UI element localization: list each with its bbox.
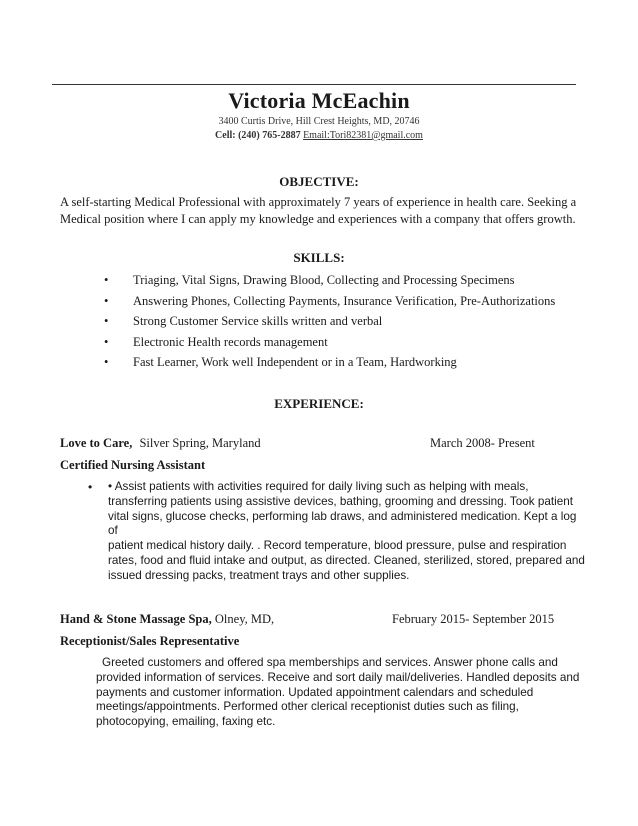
skills-list [104,270,555,373]
skill-text: Electronic Health records management [133,334,328,349]
job-2-employer-line [60,612,274,627]
skill-text: Answering Phones, Collecting Payments, Insurance Verification, Pre-Authorizations [133,293,556,308]
candidate-name: Victoria McEachin [228,88,410,113]
skills-heading: SKILLS: [293,250,345,265]
description-line: payments and customer information. Updated appointment calendars and scheduled [96,685,534,699]
contact-line [0,130,638,141]
list-item [104,270,555,291]
bullet: • [104,314,109,328]
description-line: Greeted customers and offered spa memberships and services. Answer phone calls and [102,656,558,669]
list-item [104,332,555,353]
description-line: • Assist patients with activities required for daily living such as helping with meals, [108,480,529,493]
skill-text: Triaging, Vital Signs, Drawing Blood, Collecting and Processing Specimens [133,273,515,287]
bullet: • [104,334,109,349]
description-line: photocopying, emailing, faxing etc. [96,715,276,729]
job-1-title: Certified Nursing Assistant [60,458,206,472]
list-item [104,311,555,332]
job-2-dates: February 2015- September 2015 [392,612,555,626]
list-item [104,291,555,312]
job-2-employer: Hand & Stone Massage Spa, [60,612,212,626]
bullet: • [104,355,109,369]
job-1-description [108,480,588,584]
job-2-description [96,656,586,730]
email-link[interactable]: Email:Tori82381@gmail.com [303,130,423,141]
header-rule [52,84,576,85]
list-item [104,352,555,373]
description-line: transferring patients using assistive devices, bathing, grooming and dressing. Took patient [108,494,573,508]
description-line: meetings/appointments. Performed other clerical receptionist duties such as filing, [96,700,519,714]
job-1-dates: March 2008- Present [430,436,535,450]
description-line: issued dressing packs, treatment trays and other supplies. [108,568,410,582]
description-line: rates, food and fluid intake and output, as directed. Cleaned, sterilized, stored, prepared and [108,553,585,567]
objective-line-2: Medical position where I can apply my knowledge and experiences with a company that offers growth. [60,212,576,226]
skill-text: Fast Learner, Work well Independent or in a Team, Hardworking [133,355,457,369]
job-1-bullet: • [88,480,93,494]
objective-line-1: A self-starting Medical Professional with approximately 7 years of experience in health care. Seeking a [60,195,577,209]
cell-phone: Cell: (240) 765-2887 [215,130,301,141]
job-2-location: Olney, MD, [214,612,275,626]
bullet: • [104,293,109,308]
job-1-employer: Love to Care, [60,436,133,450]
skill-text: Strong Customer Service skills written and verbal [133,314,383,328]
description-line: vital signs, glucose checks, performing lab draws, and administered medication. Kept a log of [108,509,577,538]
bullet: • [104,273,109,287]
job-1-location: Silver Spring, Maryland [139,436,261,450]
job-2-title: Receptionist/Sales Representative [60,634,240,648]
objective-heading: OBJECTIVE: [279,174,359,189]
job-1-employer-line [60,436,261,451]
description-line: provided information of services. Receive and sort daily mail/deliveries. Handled deposits and [96,670,580,684]
address-line: 3400 Curtis Drive, Hill Crest Heights, MD, 20746 [218,116,420,127]
description-line: patient medical history daily. . Record temperature, blood pressure, pulse and respiration [108,539,567,553]
experience-heading: EXPERIENCE: [274,396,364,411]
